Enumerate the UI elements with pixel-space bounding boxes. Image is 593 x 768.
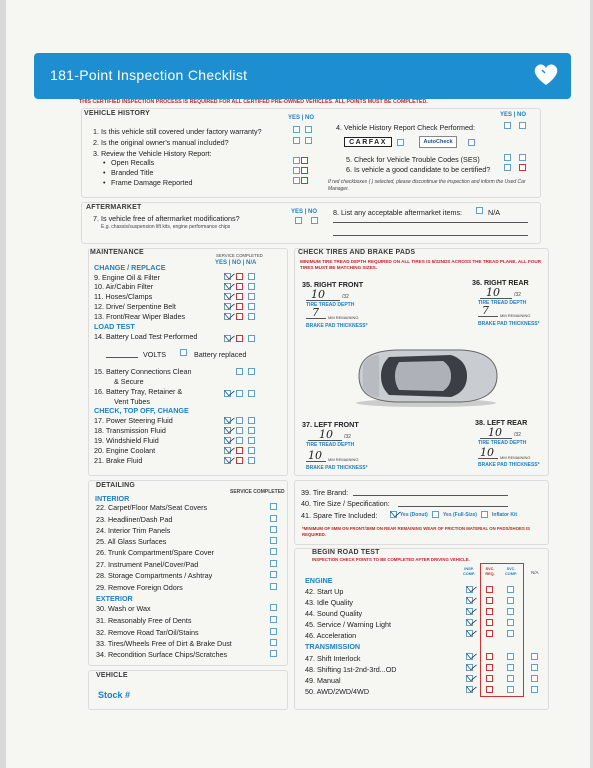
item-48: 48. Shifting 1st-2nd-3rd...OD bbox=[305, 665, 397, 674]
tread-requirement-note: MINIMUM TIRE TREAD DEPTH REQUIRED ON ALL TIRES IS 5/32NDS ACROSS THE TREAD PLANE. ALL FOUR TIRES MUST BE MATCHING SIZES. bbox=[300, 259, 542, 270]
rf-pad-line bbox=[306, 318, 326, 319]
transmission-heading: TRANSMISSION bbox=[305, 642, 361, 651]
checkbox[interactable] bbox=[236, 335, 243, 342]
checkbox[interactable] bbox=[519, 122, 526, 129]
item-41: 41. Spare Tire Included: bbox=[301, 511, 378, 520]
checkbox-checked[interactable] bbox=[224, 335, 231, 342]
checkbox[interactable] bbox=[293, 137, 300, 144]
pad-minimum-note: *MINIMUM OF 5MM ON FRONT/3MM ON REAR REMAINING WEAR OF FRICTION MATERIAL ON PADS/SHOES IS REQUIRED. bbox=[302, 526, 530, 537]
item-12: 12. Drive/ Serpentine Belt bbox=[94, 302, 176, 311]
checkbox[interactable] bbox=[397, 139, 404, 146]
inflator-kit-checkbox[interactable] bbox=[481, 511, 488, 518]
pad-thickness-label: BRAKE PAD THICKNESS* bbox=[306, 323, 368, 329]
rr-pad-line bbox=[478, 316, 498, 317]
item-50: 50. AWD/2WD/4WD bbox=[305, 687, 370, 696]
checkbox[interactable] bbox=[305, 137, 312, 144]
col-svc-comp: SVC. COMP. bbox=[505, 567, 517, 576]
checkbox[interactable] bbox=[270, 616, 277, 623]
fraction-32: /32 bbox=[514, 292, 521, 298]
item-47: 47. Shift Interlock bbox=[305, 654, 361, 663]
checkbox-checked[interactable] bbox=[224, 390, 231, 397]
aftermarket-heading: AFTERMARKET bbox=[86, 204, 142, 211]
rr-tread-line bbox=[480, 298, 512, 299]
checkbox[interactable] bbox=[531, 653, 538, 660]
header-banner bbox=[34, 53, 571, 99]
fraction-32: /32 bbox=[344, 434, 351, 440]
left-rear-label: 38. LEFT REAR bbox=[475, 418, 528, 427]
checkbox[interactable] bbox=[507, 597, 514, 604]
lf-pad-line bbox=[306, 461, 326, 462]
item-24: 24. Interior Trim Panels bbox=[96, 526, 171, 535]
checkbox[interactable] bbox=[236, 417, 243, 424]
spare-donut-checkbox[interactable] bbox=[390, 511, 397, 518]
item-43: 43. Idle Quality bbox=[305, 598, 353, 607]
checkbox[interactable] bbox=[236, 273, 243, 280]
na-checkbox[interactable] bbox=[476, 207, 483, 214]
red-checkbox-note: If red checkboxes ( ) selected, please discontinue the inspection and inform the Used Car Manager. bbox=[328, 179, 526, 192]
item-29: 29. Remove Foreign Odors bbox=[96, 583, 183, 592]
checkbox[interactable] bbox=[293, 126, 300, 133]
fraction-32: /32 bbox=[342, 294, 349, 300]
left-front-label: 37. LEFT FRONT bbox=[302, 420, 359, 429]
checkbox[interactable] bbox=[270, 548, 277, 555]
checkbox[interactable] bbox=[236, 447, 243, 454]
checkbox[interactable] bbox=[293, 157, 300, 164]
right-rear-label: 36. RIGHT REAR bbox=[472, 278, 529, 287]
checkbox[interactable] bbox=[248, 283, 255, 290]
spare-donut-label: Yes (Donut) bbox=[400, 512, 428, 518]
mm-remaining: MM REMAINING bbox=[328, 457, 359, 462]
checkbox-checked[interactable] bbox=[224, 457, 231, 464]
item-3: 3. Review the Vehicle History Report: bbox=[93, 149, 212, 158]
lr-tread-line bbox=[480, 438, 512, 439]
checkbox[interactable] bbox=[248, 303, 255, 310]
yes-no-header: YES | NO bbox=[288, 115, 315, 121]
service-completed-label: SERVICE COMPLETED bbox=[216, 253, 263, 258]
checkbox[interactable] bbox=[531, 664, 538, 671]
checkbox[interactable] bbox=[486, 686, 493, 693]
checkbox[interactable] bbox=[248, 368, 255, 375]
checkbox[interactable] bbox=[486, 653, 493, 660]
na-label: N/A bbox=[488, 208, 500, 217]
checkbox[interactable] bbox=[507, 608, 514, 615]
aftermarket-line[interactable] bbox=[333, 235, 528, 236]
volts-line[interactable] bbox=[106, 357, 138, 358]
page-title: 181-Point Inspection Checklist bbox=[50, 67, 248, 83]
frame-damage: • Frame Damage Reported bbox=[111, 178, 193, 187]
item-17: 17. Power Steering Fluid bbox=[94, 416, 173, 425]
item-4: 4. Vehicle History Report Check Performed: bbox=[336, 123, 476, 132]
service-completed-label: SERVICE COMPLETED bbox=[230, 489, 285, 495]
checkbox[interactable] bbox=[305, 126, 312, 133]
col-svc-req: SVC. REQ. bbox=[485, 567, 495, 576]
lf-tread-value[interactable]: 10 bbox=[319, 428, 333, 441]
item-2: 2. Is the original owner's manual included? bbox=[93, 138, 229, 147]
checkbox-checked[interactable] bbox=[224, 313, 231, 320]
checkbox[interactable] bbox=[486, 586, 493, 593]
engine-heading: ENGINE bbox=[305, 576, 333, 585]
lf-pad-value[interactable]: 10 bbox=[308, 449, 322, 462]
rf-tread-value[interactable]: 10 bbox=[311, 288, 325, 301]
road-test-heading: BEGIN ROAD TEST bbox=[312, 549, 380, 556]
autocheck-logo: AutoCheck bbox=[419, 136, 457, 148]
item-32: 32. Remove Road Tar/Oil/Stains bbox=[96, 628, 199, 637]
checkbox[interactable] bbox=[301, 167, 308, 174]
checkbox[interactable] bbox=[295, 217, 302, 224]
mm-remaining: MM REMAINING bbox=[328, 315, 359, 320]
item-27: 27. Instrument Panel/Cover/Pad bbox=[96, 560, 199, 569]
volts-label: VOLTS bbox=[143, 350, 167, 359]
item-10: 10. Air/Cabin Filter bbox=[94, 282, 154, 291]
rr-tread-value[interactable]: 10 bbox=[486, 286, 500, 299]
checkbox[interactable] bbox=[248, 417, 255, 424]
checkbox[interactable] bbox=[248, 447, 255, 454]
checkbox[interactable] bbox=[507, 686, 514, 693]
checkbox[interactable] bbox=[531, 675, 538, 682]
checkbox[interactable] bbox=[270, 571, 277, 578]
checkbox[interactable] bbox=[293, 167, 300, 174]
item-5: 5. Check for Vehicle Trouble Codes (SES) bbox=[346, 155, 480, 164]
tread-depth-label: TIRE TREAD DEPTH bbox=[306, 302, 355, 308]
car-top-view-image bbox=[351, 345, 501, 407]
checkbox[interactable] bbox=[270, 515, 277, 522]
checkbox[interactable] bbox=[486, 608, 493, 615]
checkbox[interactable] bbox=[486, 597, 493, 604]
item-8: 8. List any acceptable aftermarket items: bbox=[333, 208, 463, 217]
item-1: 1. Is this vehicle still covered under factory warranty? bbox=[93, 127, 262, 136]
pad-thickness-label: BRAKE PAD THICKNESS* bbox=[306, 465, 368, 471]
interior-heading: INTERIOR bbox=[95, 494, 130, 503]
item-20: 20. Engine Coolant bbox=[94, 446, 156, 455]
checkbox[interactable] bbox=[301, 157, 308, 164]
checkbox[interactable] bbox=[248, 293, 255, 300]
checkbox[interactable] bbox=[236, 283, 243, 290]
spare-fullsize-checkbox[interactable] bbox=[432, 511, 439, 518]
checkbox[interactable] bbox=[507, 586, 514, 593]
checkbox[interactable] bbox=[236, 457, 243, 464]
checkbox[interactable] bbox=[504, 164, 511, 171]
item-18: 18. Transmission Fluid bbox=[94, 426, 166, 435]
checkbox[interactable] bbox=[270, 526, 277, 533]
tire-brand-line[interactable] bbox=[353, 495, 508, 496]
item-39: 39. Tire Brand: bbox=[301, 488, 349, 497]
spare-fullsize-label: Yes (Full-Size) bbox=[443, 512, 477, 518]
checkbox[interactable] bbox=[531, 686, 538, 693]
checkbox[interactable] bbox=[507, 675, 514, 682]
item-22: 22. Carpet/Floor Mats/Seat Covers bbox=[96, 503, 208, 512]
yes-no-header-right: YES | NO bbox=[500, 112, 527, 118]
check-top-off-heading: CHECK, TOP OFF, CHANGE bbox=[94, 406, 189, 415]
checkbox[interactable] bbox=[486, 664, 493, 671]
col-na: N/A bbox=[531, 570, 539, 575]
item-34: 34. Recondition Surface Chips/Scratches bbox=[96, 650, 228, 659]
item-21: 21. Brake Fluid bbox=[94, 456, 143, 465]
item-15: 15. Battery Connections Clean bbox=[94, 367, 192, 376]
open-recalls: • Open Recalls bbox=[111, 158, 154, 167]
item-14: 14. Battery Load Test Performed bbox=[94, 332, 198, 341]
checkbox[interactable] bbox=[270, 604, 277, 611]
item-7: 7. Is vehicle free of aftermarket modifications? bbox=[93, 214, 240, 223]
item-45: 45. Service / Warning Light bbox=[305, 620, 392, 629]
branded-title: • Branded Title bbox=[111, 168, 153, 177]
load-test-heading: LOAD TEST bbox=[94, 322, 135, 331]
checkbox[interactable] bbox=[486, 630, 493, 637]
checkbox[interactable] bbox=[270, 537, 277, 544]
certification-notice: THIS CERTIFIED INSPECTION PROCESS IS REQUIRED FOR ALL CERTIFED PRE-OWNED VEHICLES. ALL POINTS MUST BE COMPLETED. bbox=[79, 99, 428, 105]
rf-pad-value[interactable]: 7 bbox=[312, 306, 319, 319]
carfax-logo: CARFAX bbox=[344, 137, 392, 147]
battery-replaced-checkbox[interactable] bbox=[180, 349, 187, 356]
tire-size-line[interactable] bbox=[398, 506, 508, 507]
checkbox[interactable] bbox=[270, 560, 277, 567]
inflator-kit-label: Inflator Kit bbox=[492, 512, 517, 518]
checkbox[interactable] bbox=[507, 630, 514, 637]
item-11: 11. Hoses/Clamps bbox=[94, 292, 153, 301]
item-40: 40. Tire Size / Specification: bbox=[301, 499, 390, 508]
item-46: 46. Acceleration bbox=[305, 631, 357, 640]
item-7-note: E.g. chassis/suspension lift kits, engine performance chips bbox=[101, 224, 231, 230]
checkbox[interactable] bbox=[270, 583, 277, 590]
mm-remaining: MM REMAINING bbox=[500, 455, 531, 460]
checkbox[interactable] bbox=[507, 619, 514, 626]
checkbox[interactable] bbox=[236, 293, 243, 300]
vehicle-history-heading: VEHICLE HISTORY bbox=[84, 110, 151, 117]
checkbox[interactable] bbox=[293, 177, 300, 184]
item-42: 42. Start Up bbox=[305, 587, 344, 596]
checklist-page bbox=[6, 0, 590, 768]
item-9: 9. Engine Oil & Filter bbox=[94, 273, 160, 282]
tread-depth-label: TIRE TREAD DEPTH bbox=[306, 442, 355, 448]
checkbox[interactable] bbox=[519, 154, 526, 161]
checkbox[interactable] bbox=[270, 628, 277, 635]
checkbox[interactable] bbox=[236, 368, 243, 375]
rr-pad-value[interactable]: 7 bbox=[482, 304, 489, 317]
lr-pad-line bbox=[478, 458, 498, 459]
checkbox[interactable] bbox=[311, 217, 318, 224]
checkbox[interactable] bbox=[236, 437, 243, 444]
aftermarket-line[interactable] bbox=[333, 222, 528, 223]
road-test-note: INSPECTION CHECK POINTS TO BE COMPLETED AFTER DRIVING VEHICLE. bbox=[312, 557, 470, 562]
item-49: 49. Manual bbox=[305, 676, 341, 685]
checkbox[interactable] bbox=[248, 390, 255, 397]
checkbox[interactable] bbox=[504, 122, 511, 129]
checkbox[interactable] bbox=[504, 154, 511, 161]
checkbox[interactable] bbox=[248, 335, 255, 342]
item-28: 28. Storage Compartments / Ashtray bbox=[96, 571, 213, 580]
item-25: 25. All Glass Surfaces bbox=[96, 537, 167, 546]
checkbox[interactable] bbox=[468, 139, 475, 146]
checkbox[interactable] bbox=[236, 303, 243, 310]
item-33: 33. Tires/Wheels Free of Dirt & Brake Dust bbox=[96, 639, 232, 648]
lf-tread-line bbox=[308, 440, 342, 441]
checkbox-checked[interactable] bbox=[466, 686, 473, 693]
battery-replaced-label: Battery replaced bbox=[194, 350, 247, 359]
checkbox[interactable] bbox=[486, 675, 493, 682]
checkbox[interactable] bbox=[248, 437, 255, 444]
item-16: 16. Battery Tray, Retainer & bbox=[94, 387, 183, 396]
pad-thickness-label: BRAKE PAD THICKNESS* bbox=[478, 321, 540, 327]
exterior-heading: EXTERIOR bbox=[96, 594, 133, 603]
checkbox[interactable] bbox=[507, 664, 514, 671]
item-44: 44. Sound Quality bbox=[305, 609, 363, 618]
lr-tread-value[interactable]: 10 bbox=[488, 426, 502, 439]
checkbox[interactable] bbox=[519, 164, 526, 171]
checkbox[interactable] bbox=[236, 427, 243, 434]
rf-tread-line bbox=[306, 300, 340, 301]
maintenance-heading: MAINTENANCE bbox=[90, 249, 144, 256]
yes-no-header: YES | NO bbox=[291, 209, 318, 215]
stock-label: Stock # bbox=[98, 690, 131, 700]
checkbox[interactable] bbox=[270, 503, 277, 510]
fraction-32: /32 bbox=[514, 432, 521, 438]
item-26: 26. Trunk Compartment/Spare Cover bbox=[96, 548, 214, 557]
checkbox[interactable] bbox=[248, 273, 255, 280]
vehicle-heading: VEHICLE bbox=[96, 672, 128, 679]
checkbox[interactable] bbox=[248, 427, 255, 434]
checkbox[interactable] bbox=[248, 457, 255, 464]
lr-pad-value[interactable]: 10 bbox=[480, 446, 494, 459]
checkbox[interactable] bbox=[301, 177, 308, 184]
item-23: 23. Headliner/Dash Pad bbox=[96, 515, 173, 524]
change-replace-heading: CHANGE / REPLACE bbox=[94, 263, 166, 272]
tread-depth-label: TIRE TREAD DEPTH bbox=[478, 300, 527, 306]
heart-logo-icon bbox=[531, 59, 561, 89]
detailing-heading: DETAILING bbox=[96, 482, 136, 489]
pad-thickness-label: BRAKE PAD THICKNESS* bbox=[478, 462, 540, 468]
checkbox[interactable] bbox=[486, 619, 493, 626]
yes-no-na-header: YES | NO | N/A bbox=[215, 260, 257, 266]
checkbox[interactable] bbox=[248, 313, 255, 320]
checkbox[interactable] bbox=[270, 639, 277, 646]
checkbox[interactable] bbox=[236, 313, 243, 320]
item-19: 19. Windshield Fluid bbox=[94, 436, 159, 445]
mm-remaining: MM REMAINING bbox=[500, 313, 531, 318]
item-30: 30. Wash or Wax bbox=[96, 604, 151, 613]
item-16-cont: Vent Tubes bbox=[114, 397, 150, 406]
tread-depth-label: TIRE TREAD DEPTH bbox=[478, 440, 527, 446]
right-front-label: 35. RIGHT FRONT bbox=[302, 280, 364, 289]
checkbox[interactable] bbox=[270, 650, 277, 657]
col-insp-comp: INSP. COMP. bbox=[463, 567, 475, 576]
item-13: 13. Front/Rear Wiper Blades bbox=[94, 312, 186, 321]
item-6: 6. Is vehicle a good candidate to be certified? bbox=[346, 165, 491, 174]
tires-heading: CHECK TIRES AND BRAKE PADS bbox=[298, 249, 416, 256]
item-15-cont: & Secure bbox=[114, 377, 144, 386]
checkbox[interactable] bbox=[236, 390, 243, 397]
item-31: 31. Reasonably Free of Dents bbox=[96, 616, 192, 625]
checkbox-checked[interactable] bbox=[466, 630, 473, 637]
checkbox[interactable] bbox=[507, 653, 514, 660]
